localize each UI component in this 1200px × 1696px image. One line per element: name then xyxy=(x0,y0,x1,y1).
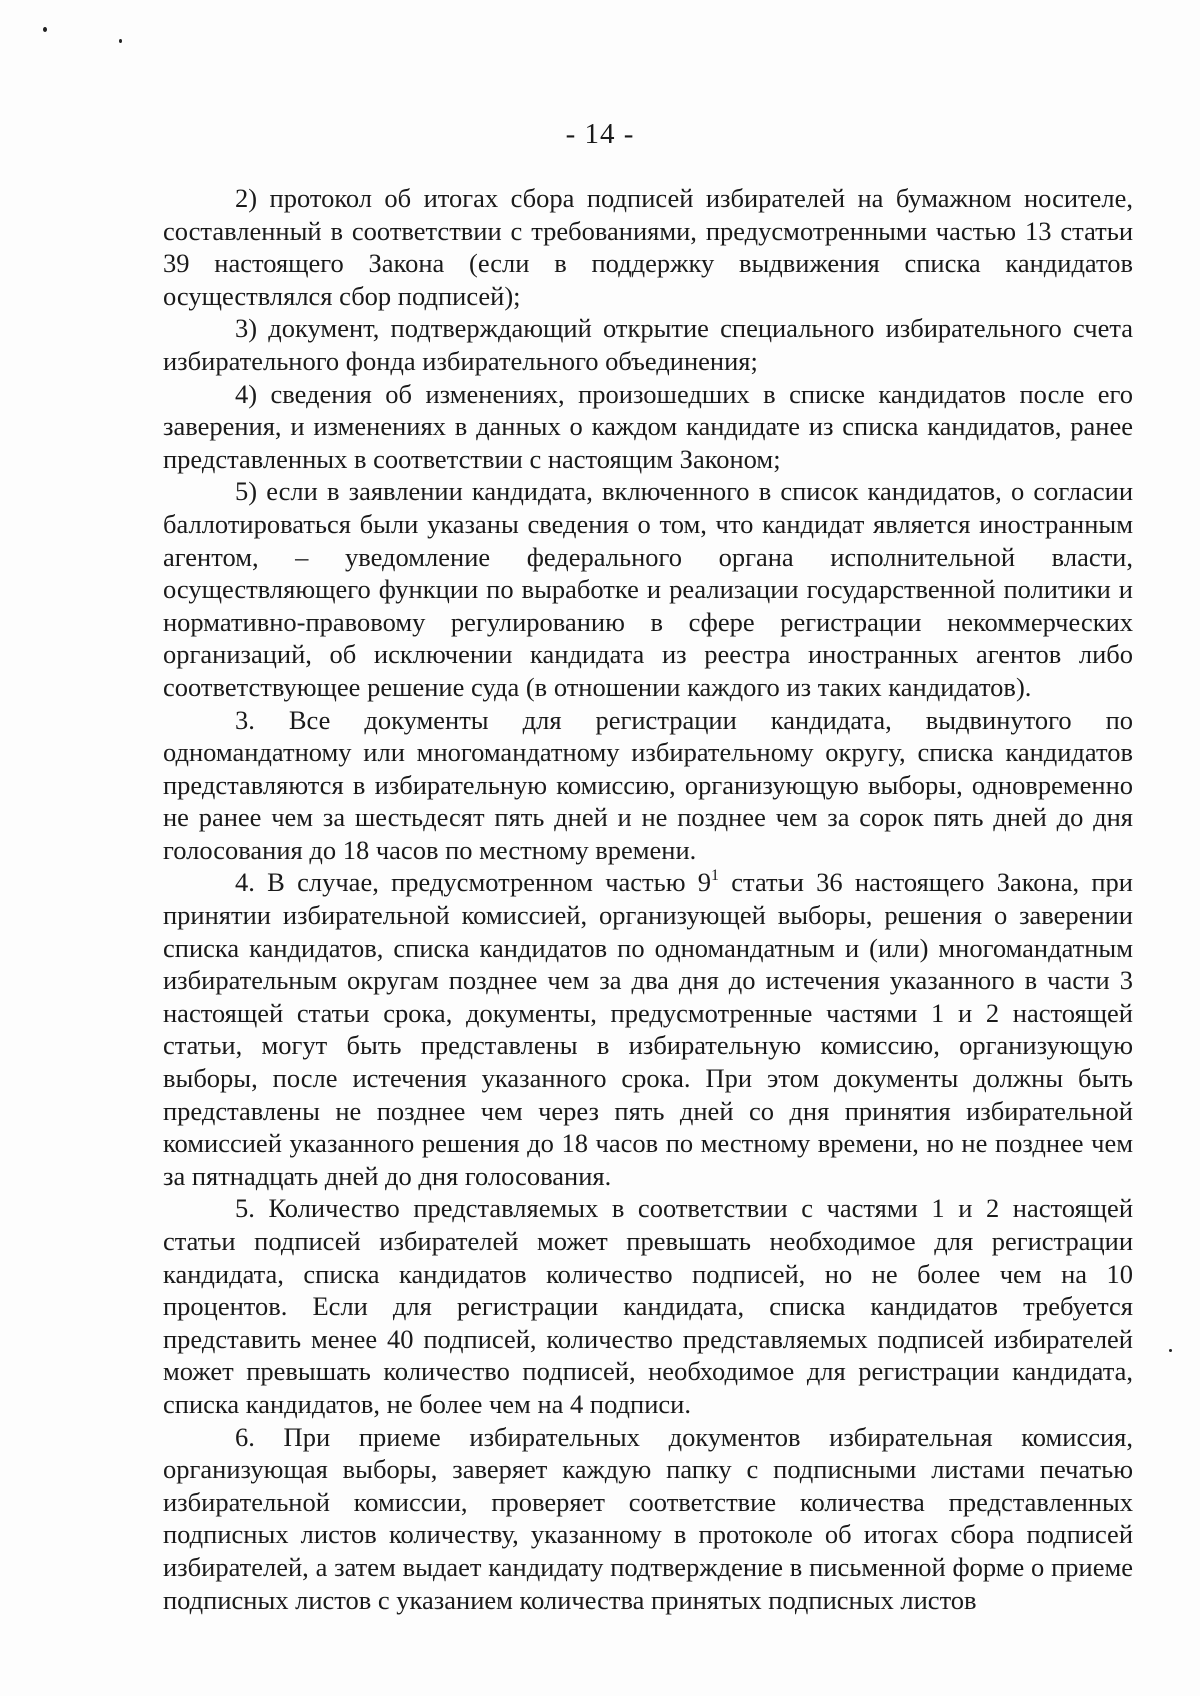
part-4-superscript: 1 xyxy=(711,867,719,885)
article-part-3: 3. Все документы для регистрации кандидата, выдвинутого по одномандатному или многомандатному избирательному округу, списка кандидатов представляются в избирательную комиссию, организующую выборы, одновременно не ранее чем за шестьдесят пять дней и не позднее чем за сорок пять дней до дня голосования до 18 часов по местному времени. xyxy=(163,704,1133,865)
scan-speck xyxy=(43,27,47,32)
article-part-5: 5. Количество представляемых в соответствии с частями 1 и 2 настоящей статьи подписей избирателей может превышать необходимое для регистрации кандидата, списка кандидатов количество подписей, но не более чем на 10 процентов. Если для регистрации кандидата, списка кандидатов требуется представить менее 40 подписей, количество представляемых подписей избирателей может превышать количество подписей, необходимое для регистрации кандидата, списка кандидатов, не более чем на 4 подписи. xyxy=(163,1193,1133,1419)
scan-speck xyxy=(119,39,122,43)
list-item-3: 3) документ, подтверждающий открытие специального избирательного счета избирательного фонда избирательного объединения; xyxy=(163,313,1133,376)
part-4-text-start: 4. В случае, предусмотренном частью 9 xyxy=(235,867,712,898)
article-part-6: 6. При приеме избирательных документов избирательная комиссия, организующая выборы, заверяет каждую папку с подписными листами печатью избирательной комиссии, проверяет соответствие количества представленных подписных листов количеству, указанному в протоколе об итогах сбора подписей избирателей, а затем выдает кандидату подтверждение в письменной форме о приеме подписных листов с указанием количества принятых подписных листов xyxy=(163,1421,1133,1615)
document-body xyxy=(163,182,1133,1616)
list-item-4: 4) сведения об изменениях, произошедших в списке кандидатов после его заверения, и изменениях в данных о каждом кандидате из списка кандидатов, ранее представленных в соответствии с настоящим Законом; xyxy=(163,378,1133,474)
list-item-5: 5) если в заявлении кандидата, включенного в список кандидатов, о согласии баллотироваться были указаны сведения о том, что кандидат является иностранным агентом, – уведомление федерального органа исполнительной власти, осуществляющего функции по выработке и реализации государственной политики и нормативно-правовому регулированию в сфере регистрации некоммерческих организаций, об исключении кандидата из реестра иностранных агентов либо соответствующее решение суда (в отношении каждого из таких кандидатов). xyxy=(163,476,1133,702)
scan-speck xyxy=(1169,1349,1172,1352)
list-item-2: 2) протокол об итогах сбора подписей избирателей на бумажном носителе, составленный в соответствии с требованиями, предусмотренными частью 13 статьи 39 настоящего Закона (если в поддержку выдвижения списка кандидатов осуществлялся сбор подписей); xyxy=(163,183,1133,311)
article-part-4 xyxy=(163,866,1133,1192)
page-number: - 14 - xyxy=(565,118,635,150)
part-4-text-end: статьи 36 настоящего Закона, при принятии избирательной комиссией, организующей выборы, решения о заверении списка кандидатов, списка кандидатов по одномандатным и (или) многомандатным избирательным округам позднее чем за два дня до истечения указанного в части 3 настоящей статьи срока, документы, предусмотренные частями 1 и 2 настоящей статьи, могут быть представлены в избирательную комиссию, организующую выборы, после истечения указанного срока. При этом документы должны быть представлены не позднее чем через пять дней со дня принятия избирательной комиссией указанного решения до 18 часов по местному времени, но не позднее чем за пятнадцать дней до дня голосования. xyxy=(163,867,1133,1191)
